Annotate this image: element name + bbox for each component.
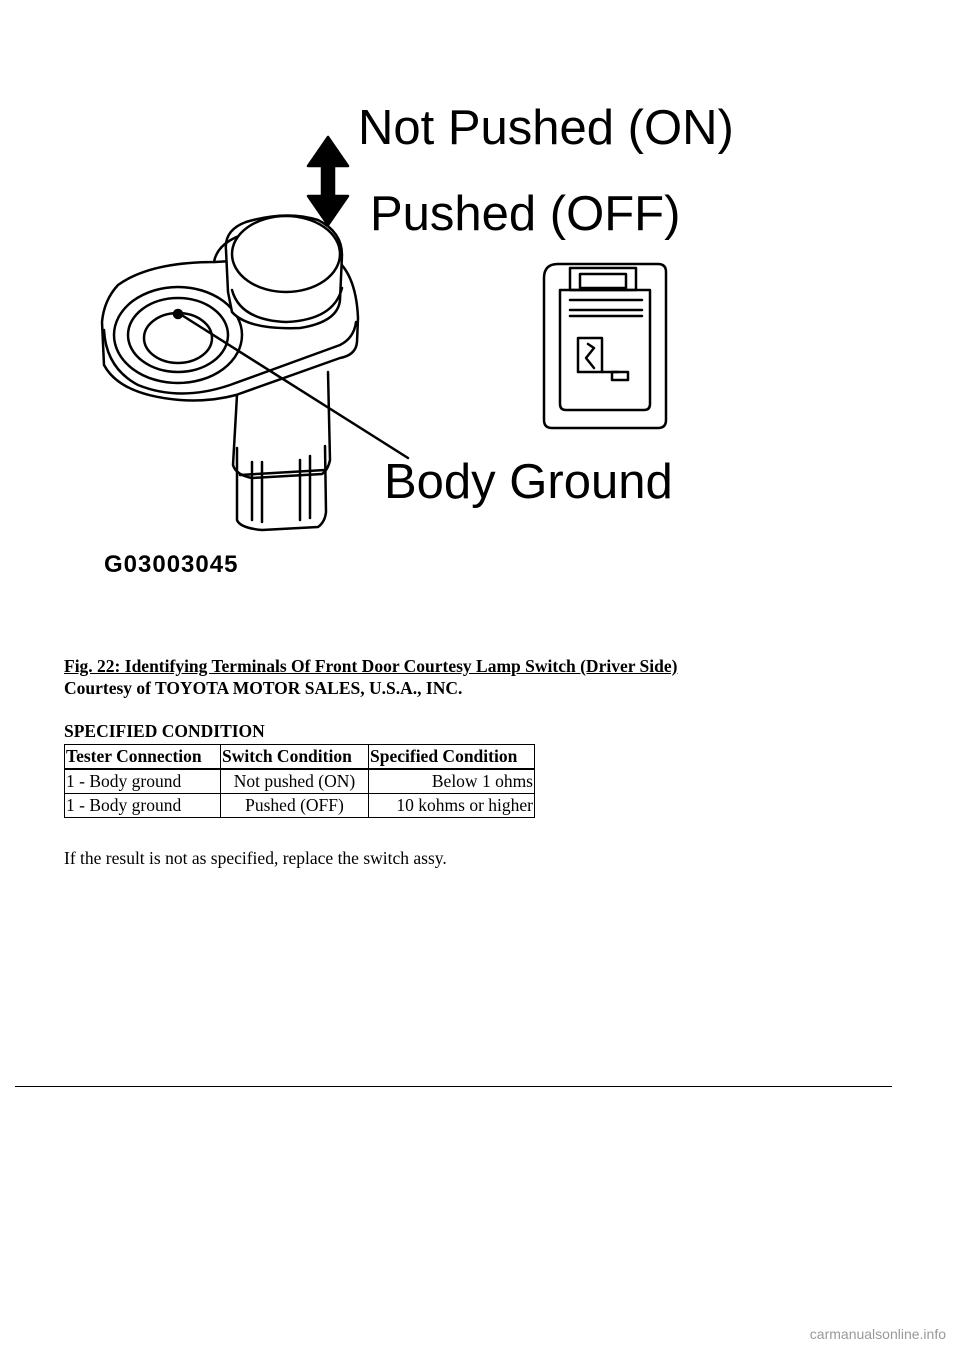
cell-switch-condition: Pushed (OFF) [221,794,369,818]
instruction-note: If the result is not as specified, replace the switch assy. [64,848,447,868]
label-not-pushed: Not Pushed (ON) [358,101,734,155]
cell-specified-condition: 10 kohms or higher [369,794,535,818]
cell-tester-connection: 1 - Body ground [65,769,221,794]
cell-specified-condition: Below 1 ohms [369,769,535,794]
table-header-row [65,745,535,770]
header-switch-condition: Switch Condition [221,745,369,770]
figure-id: G03003045 [104,551,239,578]
figure-caption-link[interactable]: Fig. 22: Identifying Terminals Of Front Door Courtesy Lamp Switch (Driver Side) [64,656,678,676]
label-body-ground: Body Ground [384,455,673,509]
header-tester-connection: Tester Connection [65,745,221,770]
watermark: carmanualsonline.info [809,1326,946,1342]
header-specified-condition: Specified Condition [369,745,535,770]
table-row [65,794,535,818]
table-row [65,769,535,794]
cell-switch-condition: Not pushed (ON) [221,769,369,794]
cell-tester-connection: 1 - Body ground [65,794,221,818]
spec-heading: SPECIFIED CONDITION [64,721,265,741]
spec-table [64,744,535,818]
courtesy-line: Courtesy of TOYOTA MOTOR SALES, U.S.A., INC. [64,678,463,698]
double-arrow-icon [308,137,348,225]
label-pushed: Pushed (OFF) [370,187,681,241]
footer-divider [15,1086,892,1087]
switch-illustration [0,0,960,640]
